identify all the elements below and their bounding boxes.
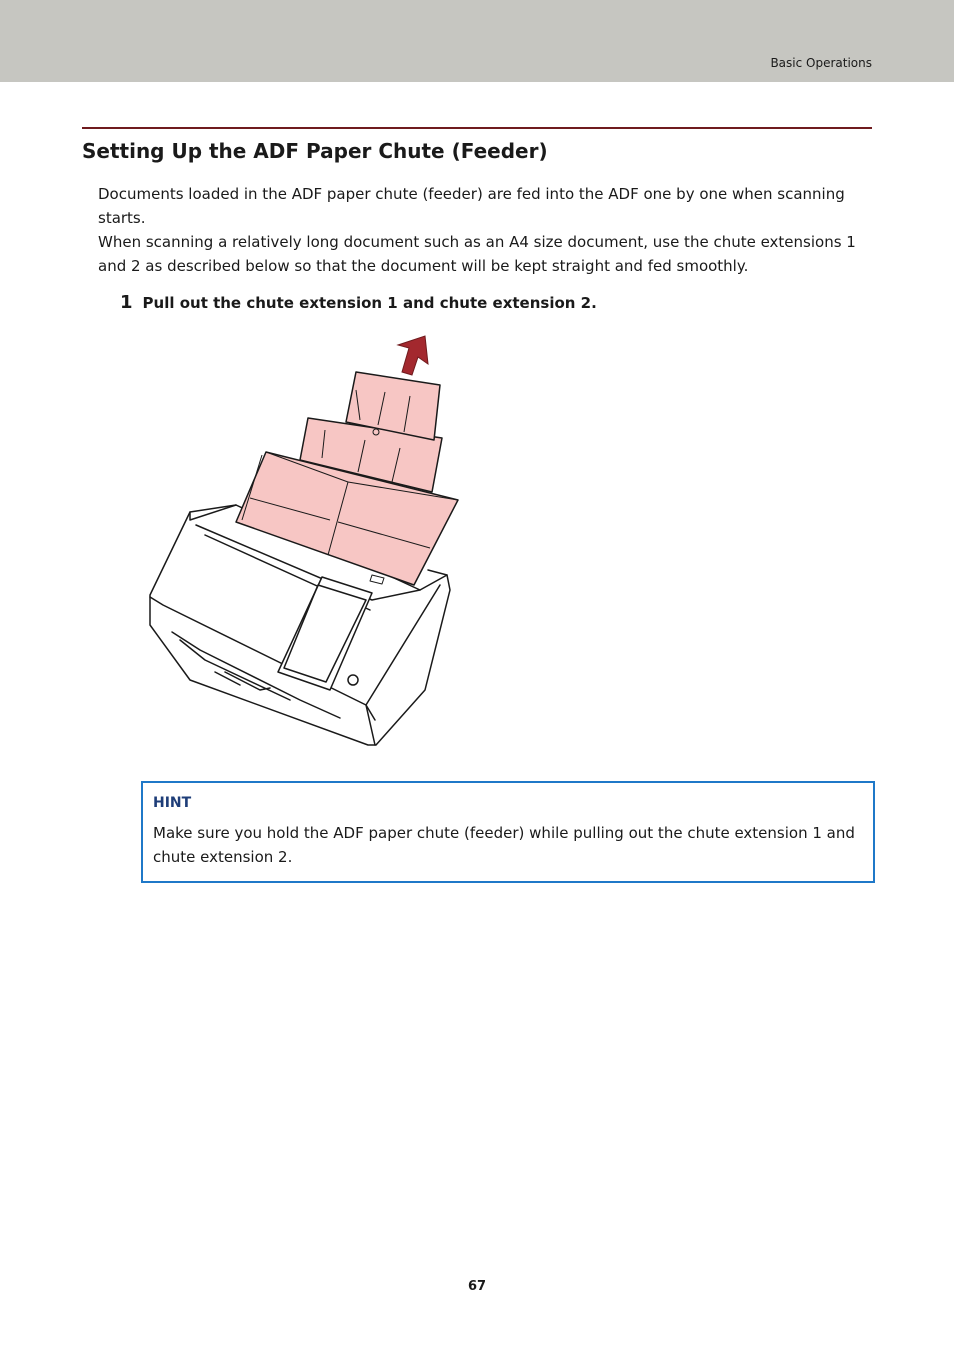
step-1 [120, 292, 597, 313]
page-number: 67 [467, 1279, 487, 1294]
scanner-chute-illustration [140, 330, 470, 755]
header-section-title: Basic Operations [770, 56, 872, 70]
page-title: Setting Up the ADF Paper Chute (Feeder) [82, 139, 548, 163]
intro-paragraph-1: Documents loaded in the ADF paper chute (feeder) are fed into the ADF one by one when scanning starts. [98, 185, 845, 227]
intro-paragraph-2: When scanning a relatively long document such as an A4 size document, use the chute extensions 1 and 2 as described below so that the document will be kept straight and fed smoothly. [98, 233, 856, 275]
hint-label: HINT [153, 795, 192, 811]
pull-arrow-icon [398, 336, 428, 375]
title-rule [82, 127, 872, 129]
step-number: 1 [120, 292, 133, 313]
intro-text [98, 182, 858, 278]
hint-box [141, 781, 875, 883]
step-text: Pull out the chute extension 1 and chute extension 2. [142, 294, 597, 312]
hint-text: Make sure you hold the ADF paper chute (feeder) while pulling out the chute extension 1 and chute extension 2. [153, 824, 855, 866]
